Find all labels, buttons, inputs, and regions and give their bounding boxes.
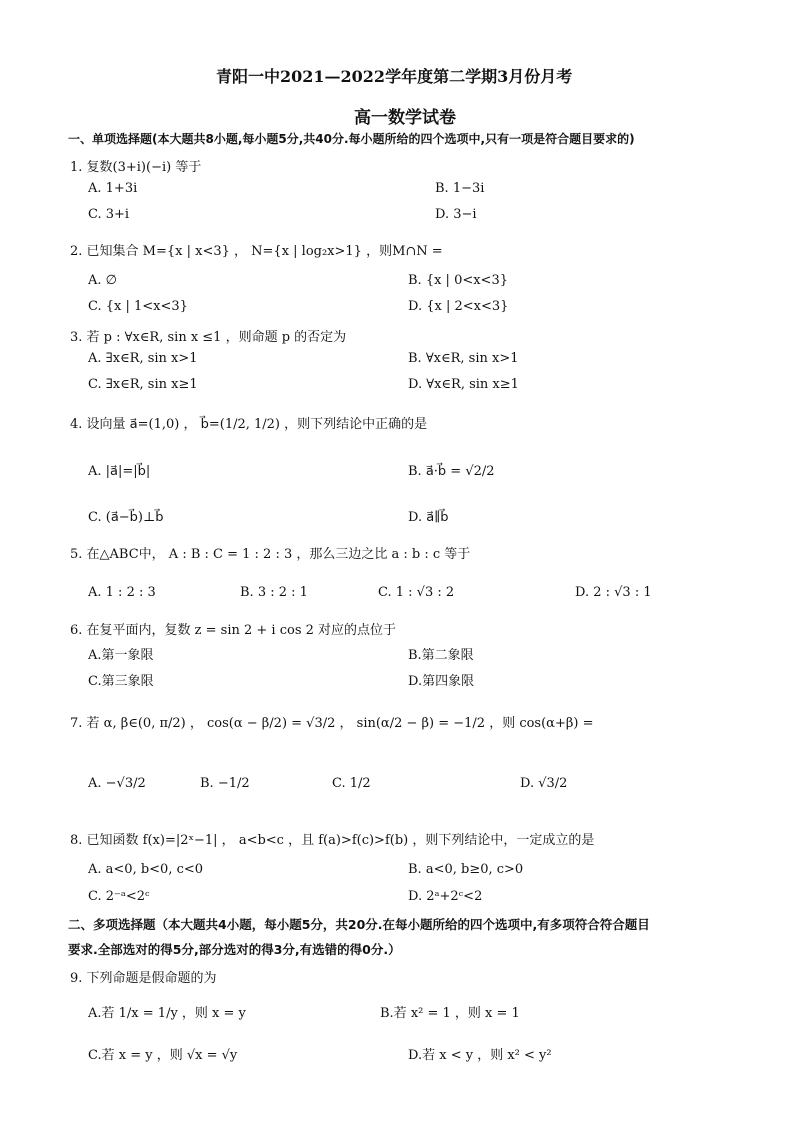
question-6-option-b: B.第二象限 <box>408 648 474 663</box>
question-5-option-d: D. 2 : √3 : 1 <box>575 585 652 600</box>
question-9-option-c: C.若 x = y ，则 √x = √y <box>88 1048 238 1063</box>
question-7-option-c: C. 1/2 <box>332 776 371 791</box>
question-8-option-d: D. 2ᵃ+2ᶜ<2 <box>408 889 483 904</box>
question-5-option-b: B. 3 : 2 : 1 <box>240 585 308 600</box>
question-5-option-c: C. 1 : √3 : 2 <box>378 585 455 600</box>
question-1-option-c: C. 3+i <box>88 207 130 222</box>
question-4-option-d: D. a⃗∥b⃗ <box>408 510 449 525</box>
question-6-stem: 6. 在复平面内，复数 z = sin 2 + i cos 2 对应的点位于 <box>70 623 397 638</box>
question-4-option-b: B. a⃗·b⃗ = √2/2 <box>408 464 495 479</box>
question-8-stem: 8. 已知函数 f(x)=|2ˣ−1| ， a<b<c ，且 f(a)>f(c)>f(b) ，则下列结论中，一定成立的是 <box>70 833 595 848</box>
question-8-option-a: A. a<0, b<0, c<0 <box>88 862 204 877</box>
exam-title: 青阳一中2021—2022学年度第二学期3月份月考 <box>216 67 573 86</box>
question-7-option-b: B. −1/2 <box>200 776 250 791</box>
question-9-option-a: A.若 1/x = 1/y ，则 x = y <box>88 1006 246 1021</box>
question-3-stem: 3. 若 p : ∀x∈R, sin x ≤1 ，则命题 p 的否定为 <box>70 330 347 345</box>
question-5-option-a: A. 1 : 2 : 3 <box>88 585 156 600</box>
question-3-option-c: C. ∃x∈R, sin x≥1 <box>88 377 198 392</box>
question-3-option-a: A. ∃x∈R, sin x>1 <box>88 351 198 366</box>
question-8-option-b: B. a<0, b≥0, c>0 <box>408 862 524 877</box>
question-7-stem: 7. 若 α, β∈(0, π/2) ， cos(α − β/2) = √3/2 ， sin(α/2 − β) = −1/2 ，则 cos(α+β) = <box>70 716 594 731</box>
question-6-option-c: C.第三象限 <box>88 674 154 689</box>
question-6-option-d: D.第四象限 <box>408 674 475 689</box>
question-9-stem: 9. 下列命题是假命题的为 <box>70 971 217 986</box>
question-1-option-a: A. 1+3i <box>88 181 138 196</box>
question-3-option-d: D. ∀x∈R, sin x≥1 <box>408 377 519 392</box>
section-2-heading-line1: 二、多项选择题（本大题共4小题，每小题5分，共20分.在每小题所给的四个选项中,有多项符合符合题目 <box>68 917 650 932</box>
question-2-stem: 2. 已知集合 M={x | x<3} ， N={x | log₂x>1} ，则M∩N = <box>70 244 443 259</box>
question-5-stem: 5. 在△ABC中， A : B : C = 1 : 2 : 3 ，那么三边之比 a : b : c 等于 <box>70 547 471 562</box>
question-8-option-c: C. 2⁻ᵃ<2ᶜ <box>88 889 150 904</box>
question-2-option-c: C. {x | 1<x<3} <box>88 299 188 314</box>
question-1-option-b: B. 1−3i <box>435 181 485 196</box>
question-9-option-b: B.若 x² = 1 ，则 x = 1 <box>380 1006 520 1021</box>
question-2-option-b: B. {x | 0<x<3} <box>408 273 508 288</box>
question-9-option-d: D.若 x < y ，则 x² < y² <box>408 1048 552 1063</box>
question-2-option-a: A. ∅ <box>88 273 117 288</box>
question-6-option-a: A.第一象限 <box>88 648 154 663</box>
question-1-option-d: D. 3−i <box>435 207 477 222</box>
question-1-stem: 1. 复数(3+i)(−i) 等于 <box>70 160 202 175</box>
section-1-heading: 一、单项选择题(本大题共8小题,每小题5分,共40分.每小题所给的四个选项中,只有一项是符合题目要求的) <box>68 132 635 146</box>
question-7-option-d: D. √3/2 <box>520 776 568 791</box>
question-7-option-a: A. −√3/2 <box>88 776 146 791</box>
question-4-option-c: C. (a⃗−b⃗)⊥b⃗ <box>88 510 164 525</box>
question-4-stem: 4. 设向量 a⃗=(1,0) ， b⃗=(1/2, 1/2) ，则下列结论中正确的是 <box>70 417 428 432</box>
section-2-heading-line2: 要求.全部选对的得5分,部分选对的得3分,有选错的得0分.） <box>68 942 401 957</box>
question-4-option-a: A. |a⃗|=|b⃗| <box>88 464 151 479</box>
question-3-option-b: B. ∀x∈R, sin x>1 <box>408 351 519 366</box>
question-2-option-d: D. {x | 2<x<3} <box>408 299 509 314</box>
exam-subtitle: 高一数学试卷 <box>354 108 456 128</box>
